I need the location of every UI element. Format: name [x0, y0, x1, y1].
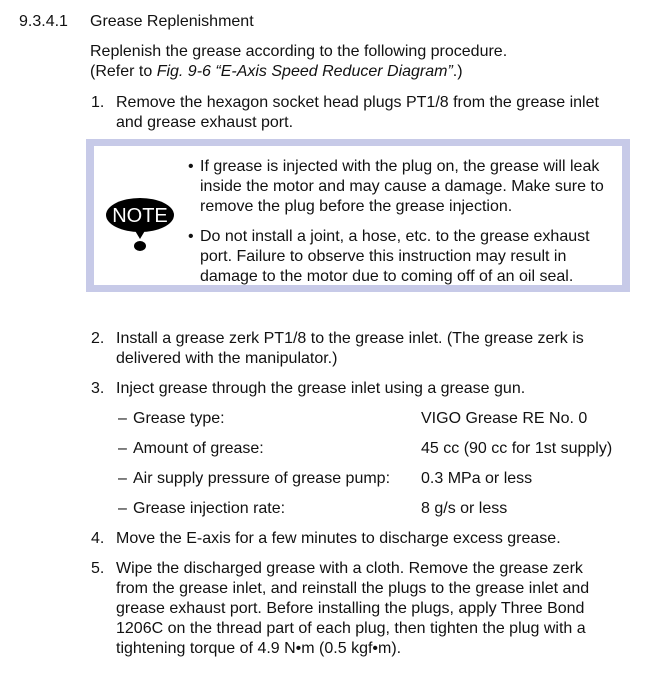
step-1-line-1: Remove the hexagon socket head plugs PT1/8 from the grease inlet: [116, 94, 599, 111]
step-2-line-1: Install a grease zerk PT1/8 to the grease inlet. (The grease zerk is: [116, 330, 584, 347]
step-5-line-5: tightening torque of 4.9 N•m (0.5 kgf•m).: [116, 640, 402, 657]
intro-text: Replenish the grease according to the following procedure.: [90, 43, 508, 60]
note-item-2-line-3: damage to the motor due to coming off of an oil seal.: [200, 268, 574, 285]
spec-amount-label: Amount of grease:: [133, 440, 264, 457]
spec-pressure-value: 0.3 MPa or less: [421, 470, 533, 487]
spec-pressure-label: Air supply pressure of grease pump:: [133, 470, 391, 487]
step-3-line-1: Inject grease through the grease inlet using a grease gun.: [116, 380, 526, 397]
spec-row-4-dash: –: [118, 500, 127, 517]
section-title: Grease Replenishment: [90, 13, 254, 30]
step-5-number: 5.: [91, 560, 105, 577]
note-icon: [104, 195, 176, 255]
note-item-2-line-1: Do not install a joint, a hose, etc. to the grease exhaust: [200, 228, 590, 245]
step-5-line-3: grease exhaust port. Before installing the plugs, apply Three Bond: [116, 600, 585, 617]
spec-rate-label: Grease injection rate:: [133, 500, 286, 517]
note-content: [94, 146, 622, 285]
step-5-line-1: Wipe the discharged grease with a cloth. Remove the grease zerk: [116, 560, 583, 577]
spec-row-2-dash: –: [118, 440, 127, 457]
note-box: [86, 139, 630, 292]
step-2-number: 2.: [91, 330, 105, 347]
spec-grease-type-value: VIGO Grease RE No. 0: [421, 410, 588, 427]
step-5-line-4: 1206C on the thread part of each plug, then tighten the plug with a: [116, 620, 586, 637]
step-1-number: 1.: [91, 94, 105, 111]
intro-reference-suffix: .): [452, 63, 463, 80]
step-4-line-1: Move the E-axis for a few minutes to discharge excess grease.: [116, 530, 561, 547]
step-4-number: 4.: [91, 530, 105, 547]
note-item-1-line-1: If grease is injected with the plug on, the grease will leak: [200, 158, 600, 175]
figure-reference-link: Fig. 9-6 “E-Axis Speed Reducer Diagram”: [156, 63, 453, 80]
section-number: 9.3.4.1: [19, 13, 68, 30]
step-1-line-2: and grease exhaust port.: [116, 114, 294, 131]
intro-reference: [90, 62, 463, 82]
spec-rate-value: 8 g/s or less: [421, 500, 508, 517]
intro-reference-prefix: (Refer to: [90, 63, 157, 80]
note-item-1-line-3: remove the plug before the grease injection.: [200, 198, 513, 215]
step-2-line-2: delivered with the manipulator.): [116, 350, 338, 367]
step-3-number: 3.: [91, 380, 105, 397]
note-item-2-bullet: •: [188, 228, 194, 245]
note-item-1-bullet: •: [188, 158, 194, 175]
spec-grease-type-label: Grease type:: [133, 410, 225, 427]
step-5-line-2: from the grease inlet, and reinstall the plugs to the grease inlet and: [116, 580, 590, 597]
spec-row-3-dash: –: [118, 470, 127, 487]
note-item-2-line-2: port. Failure to observe this instruction may result in: [200, 248, 567, 265]
note-item-1-line-2: inside the motor and may cause a damage. Make sure to: [200, 178, 604, 195]
spec-row-1-dash: –: [118, 410, 127, 427]
spec-amount-value: 45 cc (90 cc for 1st supply): [421, 440, 613, 457]
note-icon-label: NOTE: [112, 205, 168, 227]
